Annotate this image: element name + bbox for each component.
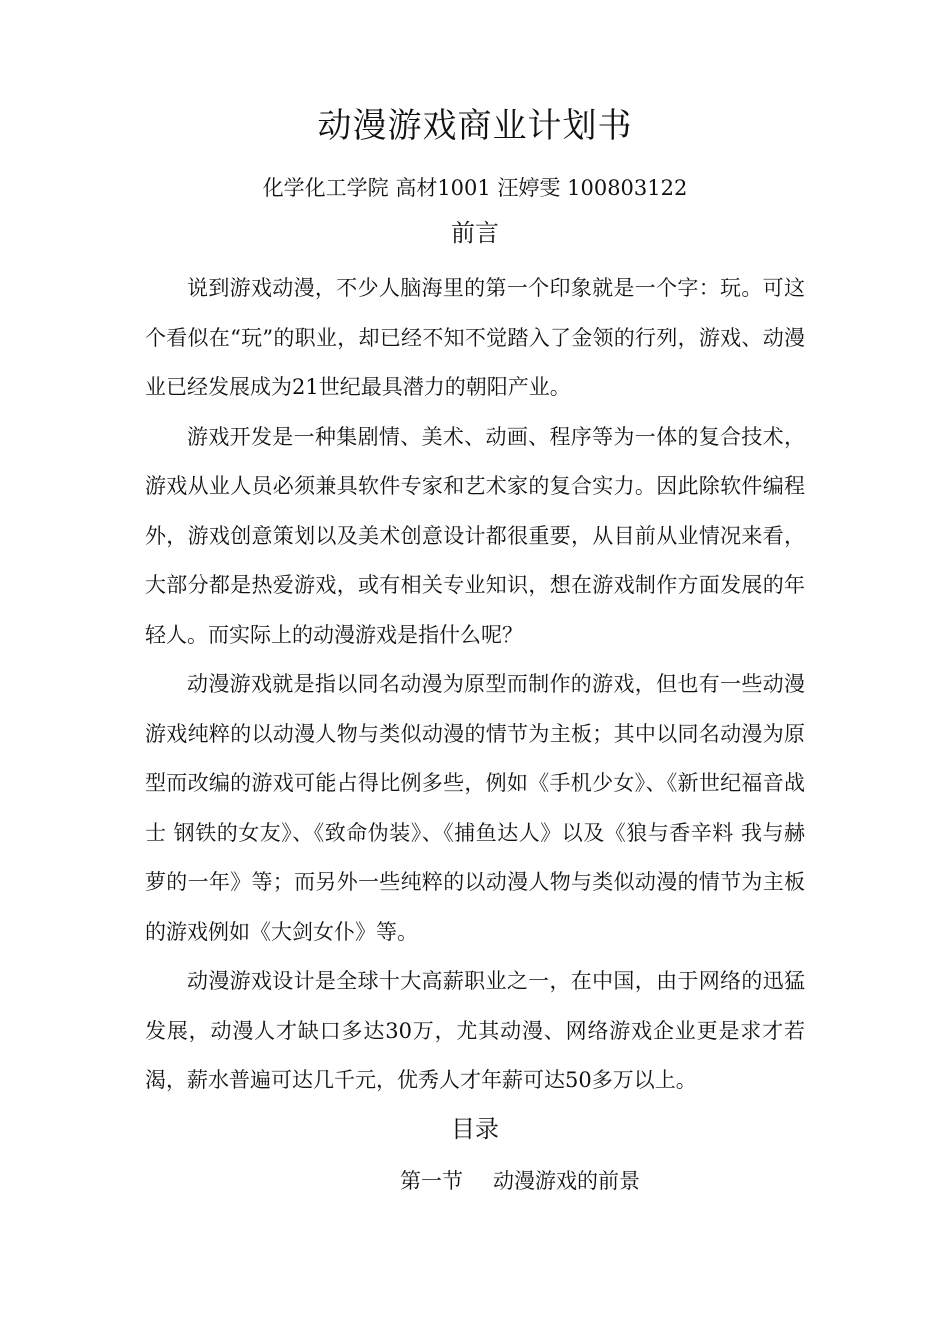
preface-body	[145, 264, 805, 1106]
preface-heading: 前言	[451, 219, 499, 247]
toc-section-number: 第一节	[400, 1169, 463, 1193]
paragraph: 说到游戏动漫，不少人脑海里的第一个印象就是一个字：玩。可这个看似在“玩”的职业，却已经不知不觉踏入了金领的行列，游戏、动漫业已经发展成为21世纪最具潜力的朝阳产业。	[145, 276, 805, 399]
paragraph: 动漫游戏设计是全球十大高薪职业之一，在中国，由于网络的迅猛发展，动漫人才缺口多达30万，尤其动漫、网络游戏企业更是求才若渴，薪水普遍可达几千元，优秀人才年薪可达50多万以上。	[145, 969, 805, 1092]
paragraph: 游戏开发是一种集剧情、美术、动画、程序等为一体的复合技术，游戏从业人员必须兼具软件专家和艺术家的复合实力。因此除软件编程外，游戏创意策划以及美术创意设计都很重要，从目前从业情况来看，大部分都是热爱游戏，或有相关专业知识，想在游戏制作方面发展的年轻人。而实际上的动漫游戏是指什么呢？	[145, 424, 805, 647]
document-title: 动漫游戏商业计划书	[317, 106, 633, 146]
toc-section-title: 动漫游戏的前景	[493, 1169, 640, 1193]
toc-item	[400, 1164, 640, 1198]
paragraph: 动漫游戏就是指以同名动漫为原型而制作的游戏，但也有一些动漫游戏纯粹的以动漫人物与类似动漫的情节为主板；其中以同名动漫为原型而改编的游戏可能占得比例多些，例如《手机少女》、《新世纪福音战士 钢铁的女友》、《致命伪装》、《捕鱼达人》以及《狼与香辛料 我与赫萝的一年》等；而另外一些纯粹的以动漫人物与类似动漫的情节为主板的游戏例如《大剑女仆》等。	[145, 672, 805, 944]
toc-heading: 目录	[451, 1115, 499, 1143]
author-line: 化学化工学院 高材1001 汪婷雯 100803122	[262, 176, 688, 200]
